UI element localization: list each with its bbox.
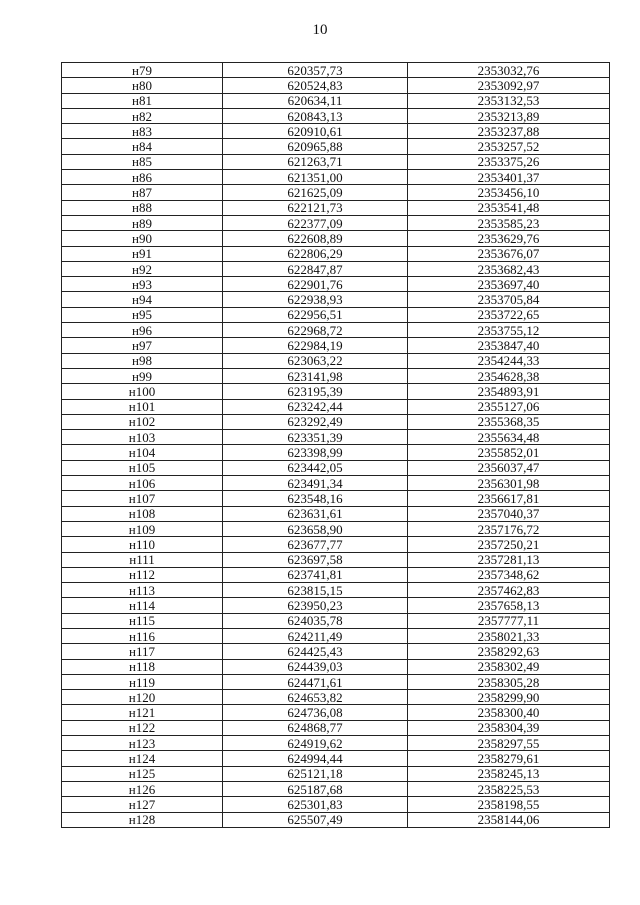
point-label-cell: н111 xyxy=(62,552,223,567)
x-coordinate-cell: 620843,13 xyxy=(223,108,408,123)
point-label-cell: н89 xyxy=(62,215,223,230)
point-label-cell: н112 xyxy=(62,567,223,582)
table-row xyxy=(62,583,610,598)
coordinates-table xyxy=(61,62,610,828)
x-coordinate-cell: 623677,77 xyxy=(223,537,408,552)
y-coordinate-cell: 2353257,52 xyxy=(408,139,610,154)
x-coordinate-cell: 621263,71 xyxy=(223,154,408,169)
table-row xyxy=(62,292,610,307)
y-coordinate-cell: 2358302,49 xyxy=(408,659,610,674)
table-row xyxy=(62,338,610,353)
y-coordinate-cell: 2356617,81 xyxy=(408,491,610,506)
table-row xyxy=(62,613,610,628)
y-coordinate-cell: 2353375,26 xyxy=(408,154,610,169)
point-label-cell: н83 xyxy=(62,124,223,139)
y-coordinate-cell: 2358304,39 xyxy=(408,720,610,735)
y-coordinate-cell: 2353705,84 xyxy=(408,292,610,307)
y-coordinate-cell: 2358198,55 xyxy=(408,797,610,812)
point-label-cell: н87 xyxy=(62,185,223,200)
coordinates-table-body xyxy=(62,63,610,828)
y-coordinate-cell: 2358144,06 xyxy=(408,812,610,827)
table-row xyxy=(62,414,610,429)
x-coordinate-cell: 625187,68 xyxy=(223,781,408,796)
point-label-cell: н107 xyxy=(62,491,223,506)
y-coordinate-cell: 2353697,40 xyxy=(408,277,610,292)
y-coordinate-cell: 2353629,76 xyxy=(408,231,610,246)
point-label-cell: н126 xyxy=(62,781,223,796)
point-label-cell: н93 xyxy=(62,277,223,292)
point-label-cell: н108 xyxy=(62,506,223,521)
point-label-cell: н90 xyxy=(62,231,223,246)
table-row xyxy=(62,674,610,689)
x-coordinate-cell: 623815,15 xyxy=(223,583,408,598)
x-coordinate-cell: 624425,43 xyxy=(223,644,408,659)
x-coordinate-cell: 620634,11 xyxy=(223,93,408,108)
x-coordinate-cell: 623195,39 xyxy=(223,384,408,399)
y-coordinate-cell: 2358305,28 xyxy=(408,674,610,689)
point-label-cell: н95 xyxy=(62,307,223,322)
y-coordinate-cell: 2353237,88 xyxy=(408,124,610,139)
point-label-cell: н116 xyxy=(62,628,223,643)
point-label-cell: н124 xyxy=(62,751,223,766)
point-label-cell: н103 xyxy=(62,430,223,445)
point-label-cell: н128 xyxy=(62,812,223,827)
point-label-cell: н88 xyxy=(62,200,223,215)
point-label-cell: н113 xyxy=(62,583,223,598)
x-coordinate-cell: 625121,18 xyxy=(223,766,408,781)
x-coordinate-cell: 620524,83 xyxy=(223,78,408,93)
x-coordinate-cell: 622956,51 xyxy=(223,307,408,322)
x-coordinate-cell: 624868,77 xyxy=(223,720,408,735)
y-coordinate-cell: 2353585,23 xyxy=(408,215,610,230)
table-row xyxy=(62,521,610,536)
point-label-cell: н82 xyxy=(62,108,223,123)
y-coordinate-cell: 2358300,40 xyxy=(408,705,610,720)
point-label-cell: н102 xyxy=(62,414,223,429)
point-label-cell: н98 xyxy=(62,353,223,368)
x-coordinate-cell: 623741,81 xyxy=(223,567,408,582)
y-coordinate-cell: 2357281,13 xyxy=(408,552,610,567)
y-coordinate-cell: 2355368,35 xyxy=(408,414,610,429)
y-coordinate-cell: 2358279,61 xyxy=(408,751,610,766)
table-row xyxy=(62,506,610,521)
x-coordinate-cell: 624439,03 xyxy=(223,659,408,674)
y-coordinate-cell: 2353682,43 xyxy=(408,261,610,276)
x-coordinate-cell: 623697,58 xyxy=(223,552,408,567)
table-row xyxy=(62,628,610,643)
x-coordinate-cell: 624919,62 xyxy=(223,736,408,751)
y-coordinate-cell: 2354244,33 xyxy=(408,353,610,368)
y-coordinate-cell: 2358021,33 xyxy=(408,628,610,643)
point-label-cell: н122 xyxy=(62,720,223,735)
y-coordinate-cell: 2353722,65 xyxy=(408,307,610,322)
y-coordinate-cell: 2354893,91 xyxy=(408,384,610,399)
point-label-cell: н121 xyxy=(62,705,223,720)
point-label-cell: н115 xyxy=(62,613,223,628)
y-coordinate-cell: 2357176,72 xyxy=(408,521,610,536)
y-coordinate-cell: 2357777,11 xyxy=(408,613,610,628)
y-coordinate-cell: 2353213,89 xyxy=(408,108,610,123)
x-coordinate-cell: 622847,87 xyxy=(223,261,408,276)
y-coordinate-cell: 2353092,97 xyxy=(408,78,610,93)
table-row xyxy=(62,399,610,414)
y-coordinate-cell: 2356037,47 xyxy=(408,460,610,475)
table-row xyxy=(62,277,610,292)
x-coordinate-cell: 621351,00 xyxy=(223,170,408,185)
x-coordinate-cell: 623351,39 xyxy=(223,430,408,445)
x-coordinate-cell: 622806,29 xyxy=(223,246,408,261)
x-coordinate-cell: 622984,19 xyxy=(223,338,408,353)
point-label-cell: н96 xyxy=(62,323,223,338)
x-coordinate-cell: 624653,82 xyxy=(223,690,408,705)
table-row xyxy=(62,751,610,766)
table-row xyxy=(62,200,610,215)
y-coordinate-cell: 2357040,37 xyxy=(408,506,610,521)
point-label-cell: н94 xyxy=(62,292,223,307)
table-row xyxy=(62,124,610,139)
table-row xyxy=(62,659,610,674)
table-row xyxy=(62,430,610,445)
table-row xyxy=(62,644,610,659)
point-label-cell: н117 xyxy=(62,644,223,659)
table-row xyxy=(62,552,610,567)
x-coordinate-cell: 620965,88 xyxy=(223,139,408,154)
x-coordinate-cell: 624994,44 xyxy=(223,751,408,766)
x-coordinate-cell: 620357,73 xyxy=(223,63,408,78)
point-label-cell: н101 xyxy=(62,399,223,414)
y-coordinate-cell: 2353755,12 xyxy=(408,323,610,338)
y-coordinate-cell: 2357658,13 xyxy=(408,598,610,613)
point-label-cell: н109 xyxy=(62,521,223,536)
y-coordinate-cell: 2353847,40 xyxy=(408,338,610,353)
table-row xyxy=(62,720,610,735)
y-coordinate-cell: 2357250,21 xyxy=(408,537,610,552)
x-coordinate-cell: 622377,09 xyxy=(223,215,408,230)
table-row xyxy=(62,736,610,751)
table-row xyxy=(62,170,610,185)
table-row xyxy=(62,93,610,108)
x-coordinate-cell: 620910,61 xyxy=(223,124,408,139)
point-label-cell: н127 xyxy=(62,797,223,812)
x-coordinate-cell: 623063,22 xyxy=(223,353,408,368)
table-row xyxy=(62,353,610,368)
table-row xyxy=(62,797,610,812)
table-row xyxy=(62,812,610,827)
table-row xyxy=(62,460,610,475)
x-coordinate-cell: 622608,89 xyxy=(223,231,408,246)
y-coordinate-cell: 2358292,63 xyxy=(408,644,610,659)
x-coordinate-cell: 622121,73 xyxy=(223,200,408,215)
point-label-cell: н110 xyxy=(62,537,223,552)
point-label-cell: н125 xyxy=(62,766,223,781)
point-label-cell: н100 xyxy=(62,384,223,399)
table-row xyxy=(62,445,610,460)
x-coordinate-cell: 622938,93 xyxy=(223,292,408,307)
page-number: 10 xyxy=(312,22,328,38)
x-coordinate-cell: 623491,34 xyxy=(223,476,408,491)
y-coordinate-cell: 2358299,90 xyxy=(408,690,610,705)
point-label-cell: н118 xyxy=(62,659,223,674)
x-coordinate-cell: 622968,72 xyxy=(223,323,408,338)
point-label-cell: н91 xyxy=(62,246,223,261)
point-label-cell: н80 xyxy=(62,78,223,93)
y-coordinate-cell: 2354628,38 xyxy=(408,368,610,383)
point-label-cell: н123 xyxy=(62,736,223,751)
x-coordinate-cell: 623242,44 xyxy=(223,399,408,414)
y-coordinate-cell: 2353032,76 xyxy=(408,63,610,78)
table-row xyxy=(62,567,610,582)
x-coordinate-cell: 623631,61 xyxy=(223,506,408,521)
x-coordinate-cell: 623548,16 xyxy=(223,491,408,506)
y-coordinate-cell: 2356301,98 xyxy=(408,476,610,491)
point-label-cell: н119 xyxy=(62,674,223,689)
y-coordinate-cell: 2353676,07 xyxy=(408,246,610,261)
point-label-cell: н120 xyxy=(62,690,223,705)
y-coordinate-cell: 2358225,53 xyxy=(408,781,610,796)
y-coordinate-cell: 2353401,37 xyxy=(408,170,610,185)
table-row xyxy=(62,185,610,200)
x-coordinate-cell: 623292,49 xyxy=(223,414,408,429)
table-row xyxy=(62,368,610,383)
x-coordinate-cell: 624736,08 xyxy=(223,705,408,720)
x-coordinate-cell: 623398,99 xyxy=(223,445,408,460)
table-row xyxy=(62,246,610,261)
x-coordinate-cell: 625507,49 xyxy=(223,812,408,827)
point-label-cell: н84 xyxy=(62,139,223,154)
x-coordinate-cell: 622901,76 xyxy=(223,277,408,292)
table-row xyxy=(62,705,610,720)
table-row xyxy=(62,384,610,399)
x-coordinate-cell: 623658,90 xyxy=(223,521,408,536)
point-label-cell: н92 xyxy=(62,261,223,276)
point-label-cell: н86 xyxy=(62,170,223,185)
point-label-cell: н99 xyxy=(62,368,223,383)
x-coordinate-cell: 623950,23 xyxy=(223,598,408,613)
x-coordinate-cell: 623442,05 xyxy=(223,460,408,475)
x-coordinate-cell: 624211,49 xyxy=(223,628,408,643)
y-coordinate-cell: 2355127,06 xyxy=(408,399,610,414)
point-label-cell: н105 xyxy=(62,460,223,475)
point-label-cell: н106 xyxy=(62,476,223,491)
table-row xyxy=(62,108,610,123)
y-coordinate-cell: 2353132,53 xyxy=(408,93,610,108)
table-row xyxy=(62,323,610,338)
table-row xyxy=(62,139,610,154)
x-coordinate-cell: 625301,83 xyxy=(223,797,408,812)
point-label-cell: н79 xyxy=(62,63,223,78)
point-label-cell: н104 xyxy=(62,445,223,460)
table-row xyxy=(62,154,610,169)
y-coordinate-cell: 2355634,48 xyxy=(408,430,610,445)
y-coordinate-cell: 2353541,48 xyxy=(408,200,610,215)
table-row xyxy=(62,231,610,246)
table-row xyxy=(62,215,610,230)
y-coordinate-cell: 2355852,01 xyxy=(408,445,610,460)
table-row xyxy=(62,781,610,796)
table-row xyxy=(62,307,610,322)
point-label-cell: н81 xyxy=(62,93,223,108)
table-row xyxy=(62,78,610,93)
table-row xyxy=(62,598,610,613)
point-label-cell: н114 xyxy=(62,598,223,613)
y-coordinate-cell: 2353456,10 xyxy=(408,185,610,200)
table-row xyxy=(62,690,610,705)
y-coordinate-cell: 2358245,13 xyxy=(408,766,610,781)
y-coordinate-cell: 2357462,83 xyxy=(408,583,610,598)
y-coordinate-cell: 2358297,55 xyxy=(408,736,610,751)
y-coordinate-cell: 2357348,62 xyxy=(408,567,610,582)
point-label-cell: н97 xyxy=(62,338,223,353)
x-coordinate-cell: 623141,98 xyxy=(223,368,408,383)
x-coordinate-cell: 621625,09 xyxy=(223,185,408,200)
table-row xyxy=(62,476,610,491)
x-coordinate-cell: 624035,78 xyxy=(223,613,408,628)
table-row xyxy=(62,261,610,276)
table-row xyxy=(62,491,610,506)
table-row xyxy=(62,63,610,78)
point-label-cell: н85 xyxy=(62,154,223,169)
table-row xyxy=(62,766,610,781)
x-coordinate-cell: 624471,61 xyxy=(223,674,408,689)
table-row xyxy=(62,537,610,552)
